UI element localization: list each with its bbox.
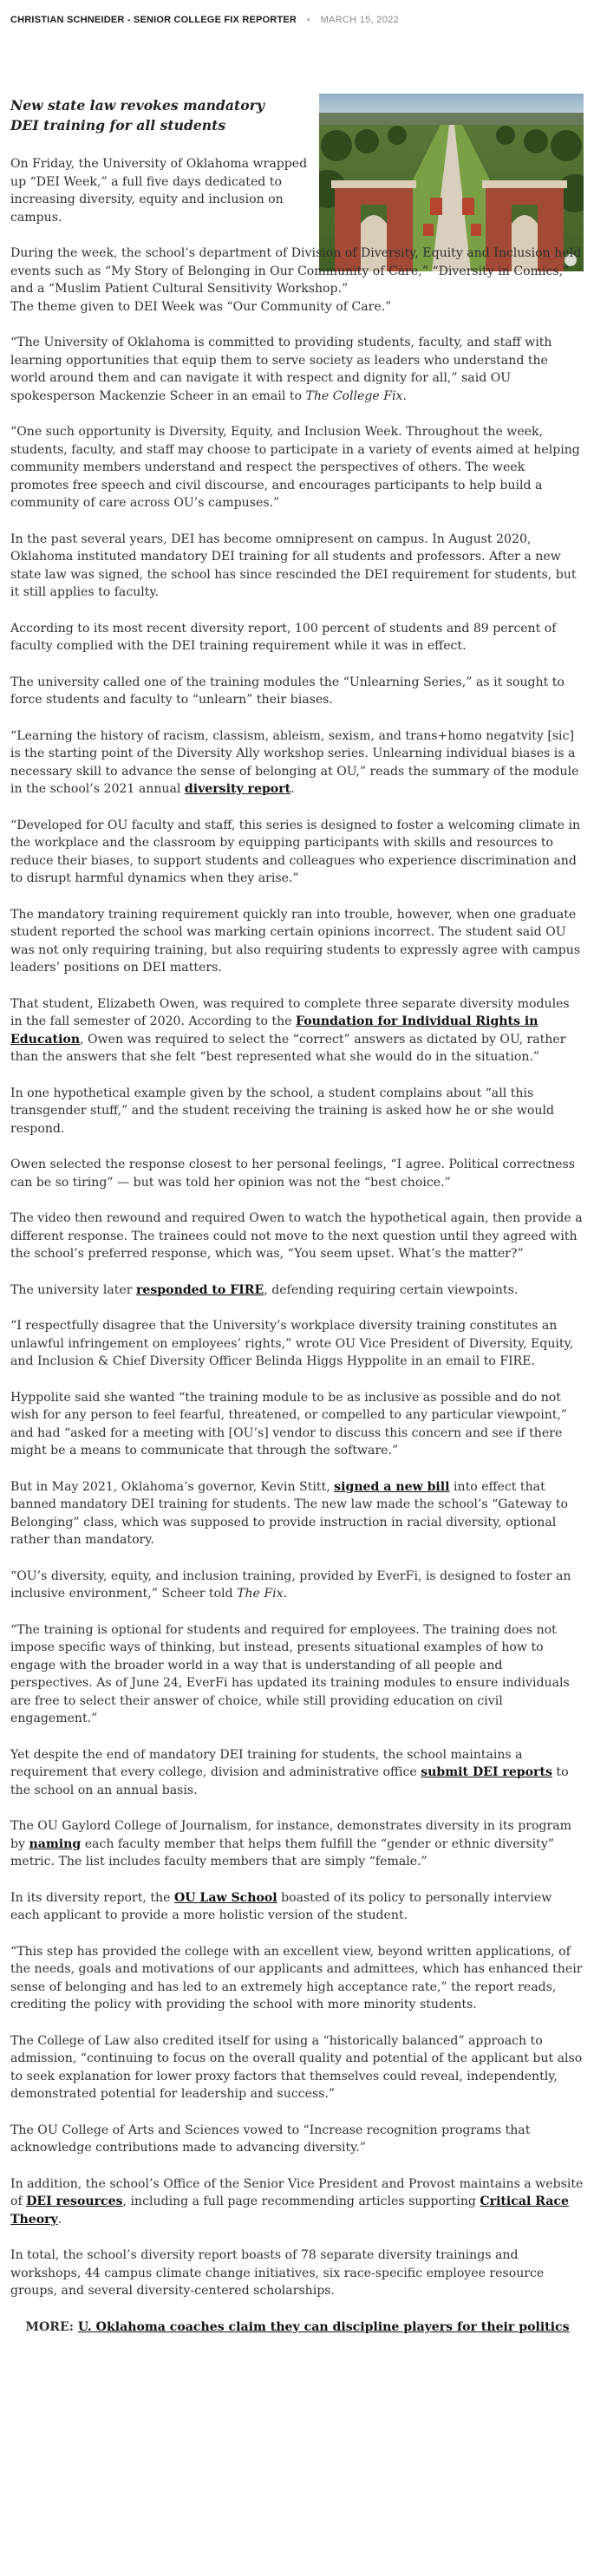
paragraph: The video then rewound and required Owen to watch the hypothetical again, then provide a different response. The trainees could not move to the next question until they agreed with the school’s preferred response, which was, “You seem upset. What’s the matter?” [10, 1211, 583, 1261]
paragraph: On Friday, the University of Oklahoma wrapped up “DEI Week,” a full five days dedicated to increasing diversity, equity and inclusion on campus. [10, 157, 308, 225]
paragraph: “OU’s diversity, equity, and inclusion training, provided by EverFi, is designed to foster an inclusive environment,” Scheer told The Fix. [10, 1568, 571, 1601]
paragraph: “The training is optional for students and required for employees. The training does not impose specific ways of thinking, but instead, presents situational examples of how to engage with the broader world in a way that is understanding of all people and perspectives. As of June 24, EverFi has updated its training modules to ensure individuals are free to select their answer of choice, while still providing education on civil engagement.” [10, 1622, 570, 1725]
paragraph: In the past several years, DEI has become omnipresent on campus. In August 2020, Oklahoma instituted mandatory DEI training for all students and professors. After a new state law was signed, the school has since rescinded the DEI requirement for students, but it still applies to faculty. [10, 532, 577, 599]
paragraph: The university called one of the training modules the “Unlearning Series,” as it sought to force students and faculty to “unlearn” their biases. [10, 675, 565, 707]
paragraph: “Developed for OU faculty and staff, this series is designed to foster a welcoming climate in the workplace and the classroom by equipping participants with skills and resources to reduce their biases, to support students and colleagues who experience discrimination and to disrupt harmful dynamics when they arise.” [10, 818, 581, 885]
paragraph: In one hypothetical example given by the school, a student complains about “all this transgender stuff,” and the student receiving the training is asked how he or she would respond. [10, 1086, 555, 1136]
paragraph: “Learning the history of racism, classism, ableism, sexism, and trans+homo negatvity [sic] is the starting point of the Diversity Ally workshop series. Unlearning individual biases is a necessary skill to advance the sense of belonging at OU,” reads the summary of the module in the school’s 2021 annual diversity report. [10, 728, 579, 796]
paragraph: “This step has provided the college with an excellent view, beyond written applications, of the needs, goals and motivations of our applicants and admittees, which has enhanced their sense of belonging and has led to an extremely high acceptance rate,” the report reads, crediting the policy with providing the school with more minority students. [10, 1944, 583, 2012]
paragraph: The university later responded to FIRE, defending requiring certain viewpoints. [10, 1282, 519, 1297]
paragraph: But in May 2021, Oklahoma’s governor, Kevin Stitt, signed a new bill into effect that banned mandatory DEI training for students. The new law made the school’s “Gateway to Belonging” class, which was supposed to provide instruction in racial diversity, optional rather than mandatory. [10, 1479, 568, 1547]
new-bill-link[interactable]: signed a new bill [334, 1479, 450, 1494]
publication-name: The Fix [237, 1587, 284, 1601]
article-body [10, 95, 584, 2354]
paragraph: Hyppolite said she wanted “the training module to be as inclusive as possible and do not wish for any person to feel fearful, threatened, or compelled to any particular viewpoint,” and had “asked for a meeting with [OU’s] vendor to discuss this concern and see if there might be a means to communicate that through the software.” [10, 1390, 568, 1458]
more-label: MORE: [25, 2319, 74, 2334]
author-name[interactable]: CHRISTIAN SCHNEIDER - SENIOR COLLEGE FIX REPORTER [10, 15, 297, 25]
diversity-report-link[interactable]: diversity report [184, 782, 291, 796]
paragraph: According to its most recent diversity report, 100 percent of students and 89 percent of faculty complied with the DEI training requirement while it was in effect. [10, 621, 557, 653]
paragraph: The theme given to DEI Week was “Our Community of Care.” [10, 299, 392, 314]
responded-to-fire-link[interactable]: responded to FIRE [135, 1282, 264, 1297]
more-related-article [10, 2318, 584, 2337]
paragraph: The College of Law also credited itself for using a “historically balanced” approach to admission, “continuing to focus on the overall quality and potential of the applicant but also to seek explanation for lower proxy factors that themselves could reveal, independently, demonstrated potential for leadership and success.” [10, 2033, 583, 2101]
paragraph: “The University of Oklahoma is committed to providing students, faculty, and staff with learning opportunities that equip them to serve society as leaders who understand the world around them and can navigate it with respect and dignity for all,” said OU spokesperson Mackenzie Scheer in an email to The College Fix. [10, 336, 552, 403]
publication-name: The College Fix [305, 388, 403, 403]
paragraph: Owen selected the response closest to her personal feelings, “I agree. Political correctness can be so tiring” — but was told her opinion was not the “best choice.” [10, 1158, 575, 1190]
law-school-link[interactable]: OU Law School [173, 1890, 277, 1905]
paragraph: Yet despite the end of mandatory DEI training for students, the school maintains a requirement that every college, division and administrative office submit DEI reports to the school on an annual basis. [10, 1747, 569, 1797]
paragraph: In addition, the school’s Office of the Senior Vice President and Provost maintains a website of DEI resources, including a full page recommending articles supporting Critical Race Theory. [10, 2176, 584, 2227]
naming-link[interactable]: naming [29, 1836, 82, 1851]
paragraph: “I respectfully disagree that the University’s workplace diversity training constitutes an unlawful infringement on employees’ rights,” wrote OU Vice President of Diversity, Equity, and Inclusion & Chief Diversity Officer Belinda Higgs Hyppolite in an email to FIRE. [10, 1319, 574, 1368]
dei-reports-link[interactable]: submit DEI reports [421, 1765, 552, 1779]
paragraph: That student, Elizabeth Owen, was required to complete three separate diversity modules in the fall semester of 2020. According to the Foundation for Individual Rights in Education, Owen was required to select the “correct” answers as dictated by OU, rather than the answers that she felt “best represented what she would do in the situation.” [10, 996, 570, 1064]
paragraph: In its diversity report, the OU Law School boasted of its policy to personally interview each applicant to provide a more holistic version of the student. [10, 1890, 552, 1922]
fire-link[interactable]: Foundation for Individual Rights in Education [10, 1014, 538, 1047]
byline-separator: • [307, 15, 310, 25]
byline [10, 15, 399, 25]
dei-resources-link[interactable]: DEI resources [26, 2194, 123, 2208]
publish-date: MARCH 15, 2022 [320, 15, 399, 25]
critical-race-theory-link[interactable]: Critical Race Theory [10, 2194, 569, 2227]
related-article-link[interactable]: U. Oklahoma coaches claim they can discipline players for their politics [77, 2319, 570, 2334]
paragraph: The OU Gaylord College of Journalism, for instance, demonstrates diversity in its program by naming each faculty member that helps them fulfill the “gender or ethnic diversity” metric. The list includes faculty members that are simply “female.” [10, 1819, 571, 1868]
paragraph: The OU College of Arts and Sciences vowed to “Increase recognition programs that acknowledge contributions made to advancing diversity.” [10, 2123, 531, 2155]
article-headline: New state law revokes mandatory DEI training for all students [10, 97, 264, 134]
paragraph: During the week, the school’s department of Division of Diversity, Equity and Inclusion held events such as “My Story of Belonging in Our Community of Care,” “Diversity in Comics,” and a “Muslim Patient Cultural Sensitivity Workshop.” [10, 246, 582, 296]
paragraph: In total, the school’s diversity report boasts of 78 separate diversity trainings and workshops, 44 campus climate change initiatives, six race-specific employee resource groups, and several diversity-centered scholarships. [10, 2248, 545, 2298]
paragraph: The mandatory training requirement quickly ran into trouble, however, when one graduate student reported the school was marking certain opinions incorrect. The student said OU was not only requiring training, but also requiring students to expressly agree with campus leaders’ positions on DEI matters. [10, 907, 581, 975]
paragraph: “One such opportunity is Diversity, Equity, and Inclusion Week. Throughout the week, students, faculty, and staff may choose to participate in a variety of events aimed at helping community members understand and respect the perspectives of others. The week promotes free speech and civil discourse, and encourages participants to help build a community of care across OU’s campuses.” [10, 425, 580, 510]
